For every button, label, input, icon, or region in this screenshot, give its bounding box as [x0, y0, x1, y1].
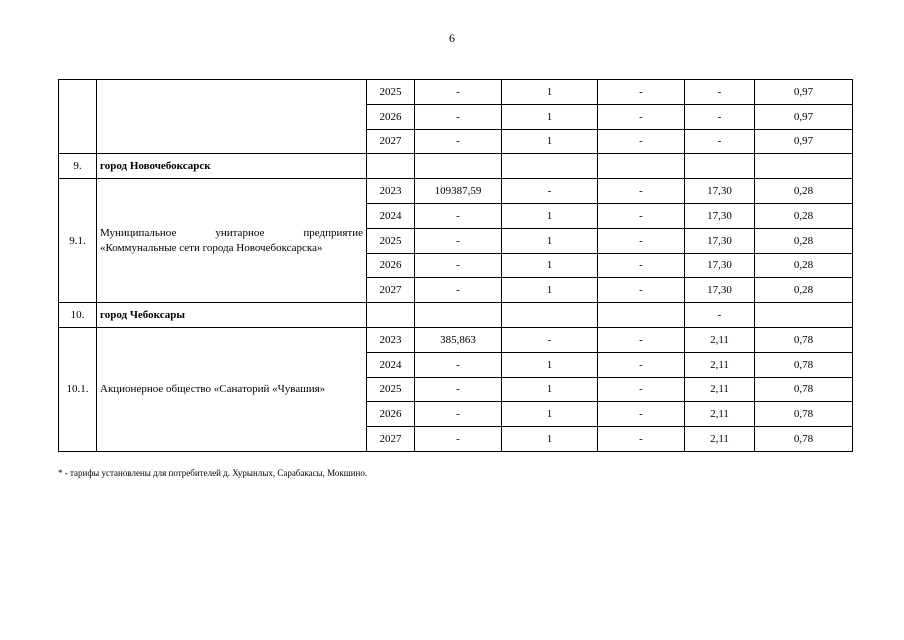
organization-name: [97, 80, 367, 154]
value-cell: -: [415, 129, 502, 154]
value-cell: 2,11: [685, 402, 755, 427]
value-cell: 0,28: [755, 179, 853, 204]
value-cell: [415, 154, 502, 179]
value-cell: -: [598, 179, 685, 204]
value-cell: -: [415, 104, 502, 129]
value-cell: -: [685, 129, 755, 154]
value-cell: 2,11: [685, 327, 755, 352]
value-cell: 0,28: [755, 278, 853, 303]
value-cell: -: [598, 104, 685, 129]
value-cell: -: [598, 129, 685, 154]
value-cell: 1: [502, 427, 598, 452]
row-number: 10.: [59, 303, 97, 328]
city-name: город Чебоксары: [97, 303, 367, 328]
year-cell: 2026: [367, 104, 415, 129]
value-cell: 0,78: [755, 352, 853, 377]
year-cell: 2024: [367, 352, 415, 377]
row-number: 9.1.: [59, 179, 97, 303]
value-cell: 0,97: [755, 129, 853, 154]
row-number: [59, 80, 97, 154]
value-cell: [502, 154, 598, 179]
value-cell: 1: [502, 203, 598, 228]
value-cell: -: [598, 327, 685, 352]
row-number: 10.1.: [59, 327, 97, 451]
year-cell: 2027: [367, 129, 415, 154]
year-cell: 2027: [367, 427, 415, 452]
value-cell: 2,11: [685, 427, 755, 452]
value-cell: 1: [502, 104, 598, 129]
table-body: [59, 80, 853, 452]
value-cell: 385,863: [415, 327, 502, 352]
value-cell: 17,30: [685, 179, 755, 204]
value-cell: 0,28: [755, 253, 853, 278]
year-cell: 2027: [367, 278, 415, 303]
value-cell: 109387,59: [415, 179, 502, 204]
value-cell: [755, 154, 853, 179]
value-cell: 17,30: [685, 253, 755, 278]
value-cell: 1: [502, 352, 598, 377]
value-cell: 2,11: [685, 352, 755, 377]
value-cell: [502, 303, 598, 328]
value-cell: [415, 303, 502, 328]
value-cell: -: [415, 352, 502, 377]
value-cell: -: [415, 253, 502, 278]
value-cell: 0,78: [755, 427, 853, 452]
year-cell: 2026: [367, 402, 415, 427]
value-cell: -: [685, 104, 755, 129]
year-cell: 2023: [367, 179, 415, 204]
footnote: * - тарифы установлены для потребителей д. Хурынлых, Сарабакасы, Мокшино.: [58, 468, 368, 478]
value-cell: -: [598, 203, 685, 228]
value-cell: 1: [502, 129, 598, 154]
value-cell: 0,97: [755, 80, 853, 105]
year-cell: 2025: [367, 228, 415, 253]
value-cell: -: [415, 402, 502, 427]
value-cell: [598, 303, 685, 328]
tariff-table: [58, 79, 853, 452]
year-cell: 2025: [367, 377, 415, 402]
value-cell: -: [415, 228, 502, 253]
value-cell: 0,97: [755, 104, 853, 129]
year-cell: 2024: [367, 203, 415, 228]
value-cell: -: [598, 228, 685, 253]
value-cell: -: [415, 80, 502, 105]
value-cell: 0,28: [755, 203, 853, 228]
value-cell: 17,30: [685, 203, 755, 228]
value-cell: -: [598, 278, 685, 303]
city-name: город Новочебоксарск: [97, 154, 367, 179]
value-cell: 1: [502, 228, 598, 253]
value-cell: 0,78: [755, 377, 853, 402]
table-row: [59, 179, 853, 204]
year-cell: [367, 154, 415, 179]
value-cell: -: [502, 179, 598, 204]
page-number: 6: [449, 31, 455, 45]
table-row: [59, 154, 853, 179]
value-cell: 1: [502, 253, 598, 278]
value-cell: -: [415, 203, 502, 228]
value-cell: -: [415, 427, 502, 452]
table-row: [59, 303, 853, 328]
value-cell: 0,78: [755, 327, 853, 352]
value-cell: -: [685, 80, 755, 105]
value-cell: -: [502, 327, 598, 352]
year-cell: 2023: [367, 327, 415, 352]
value-cell: 17,30: [685, 228, 755, 253]
organization-name: Акционерное общество «Санаторий «Чувашия»: [97, 327, 367, 451]
year-cell: [367, 303, 415, 328]
value-cell: 1: [502, 402, 598, 427]
value-cell: -: [598, 427, 685, 452]
year-cell: 2026: [367, 253, 415, 278]
value-cell: -: [415, 377, 502, 402]
value-cell: 2,11: [685, 377, 755, 402]
table-row: [59, 327, 853, 352]
value-cell: [755, 303, 853, 328]
value-cell: 0,78: [755, 402, 853, 427]
value-cell: 17,30: [685, 278, 755, 303]
value-cell: 1: [502, 80, 598, 105]
value-cell: 1: [502, 278, 598, 303]
value-cell: -: [685, 303, 755, 328]
year-cell: 2025: [367, 80, 415, 105]
value-cell: -: [598, 352, 685, 377]
value-cell: -: [598, 80, 685, 105]
value-cell: -: [415, 278, 502, 303]
value-cell: [598, 154, 685, 179]
value-cell: 0,28: [755, 228, 853, 253]
value-cell: -: [598, 377, 685, 402]
value-cell: [685, 154, 755, 179]
table-row: [59, 80, 853, 105]
value-cell: 1: [502, 377, 598, 402]
organization-name: Муниципальное унитарное предприятие «Коммунальные сети города Новочебоксарска»: [97, 179, 367, 303]
value-cell: -: [598, 253, 685, 278]
value-cell: -: [598, 402, 685, 427]
row-number: 9.: [59, 154, 97, 179]
